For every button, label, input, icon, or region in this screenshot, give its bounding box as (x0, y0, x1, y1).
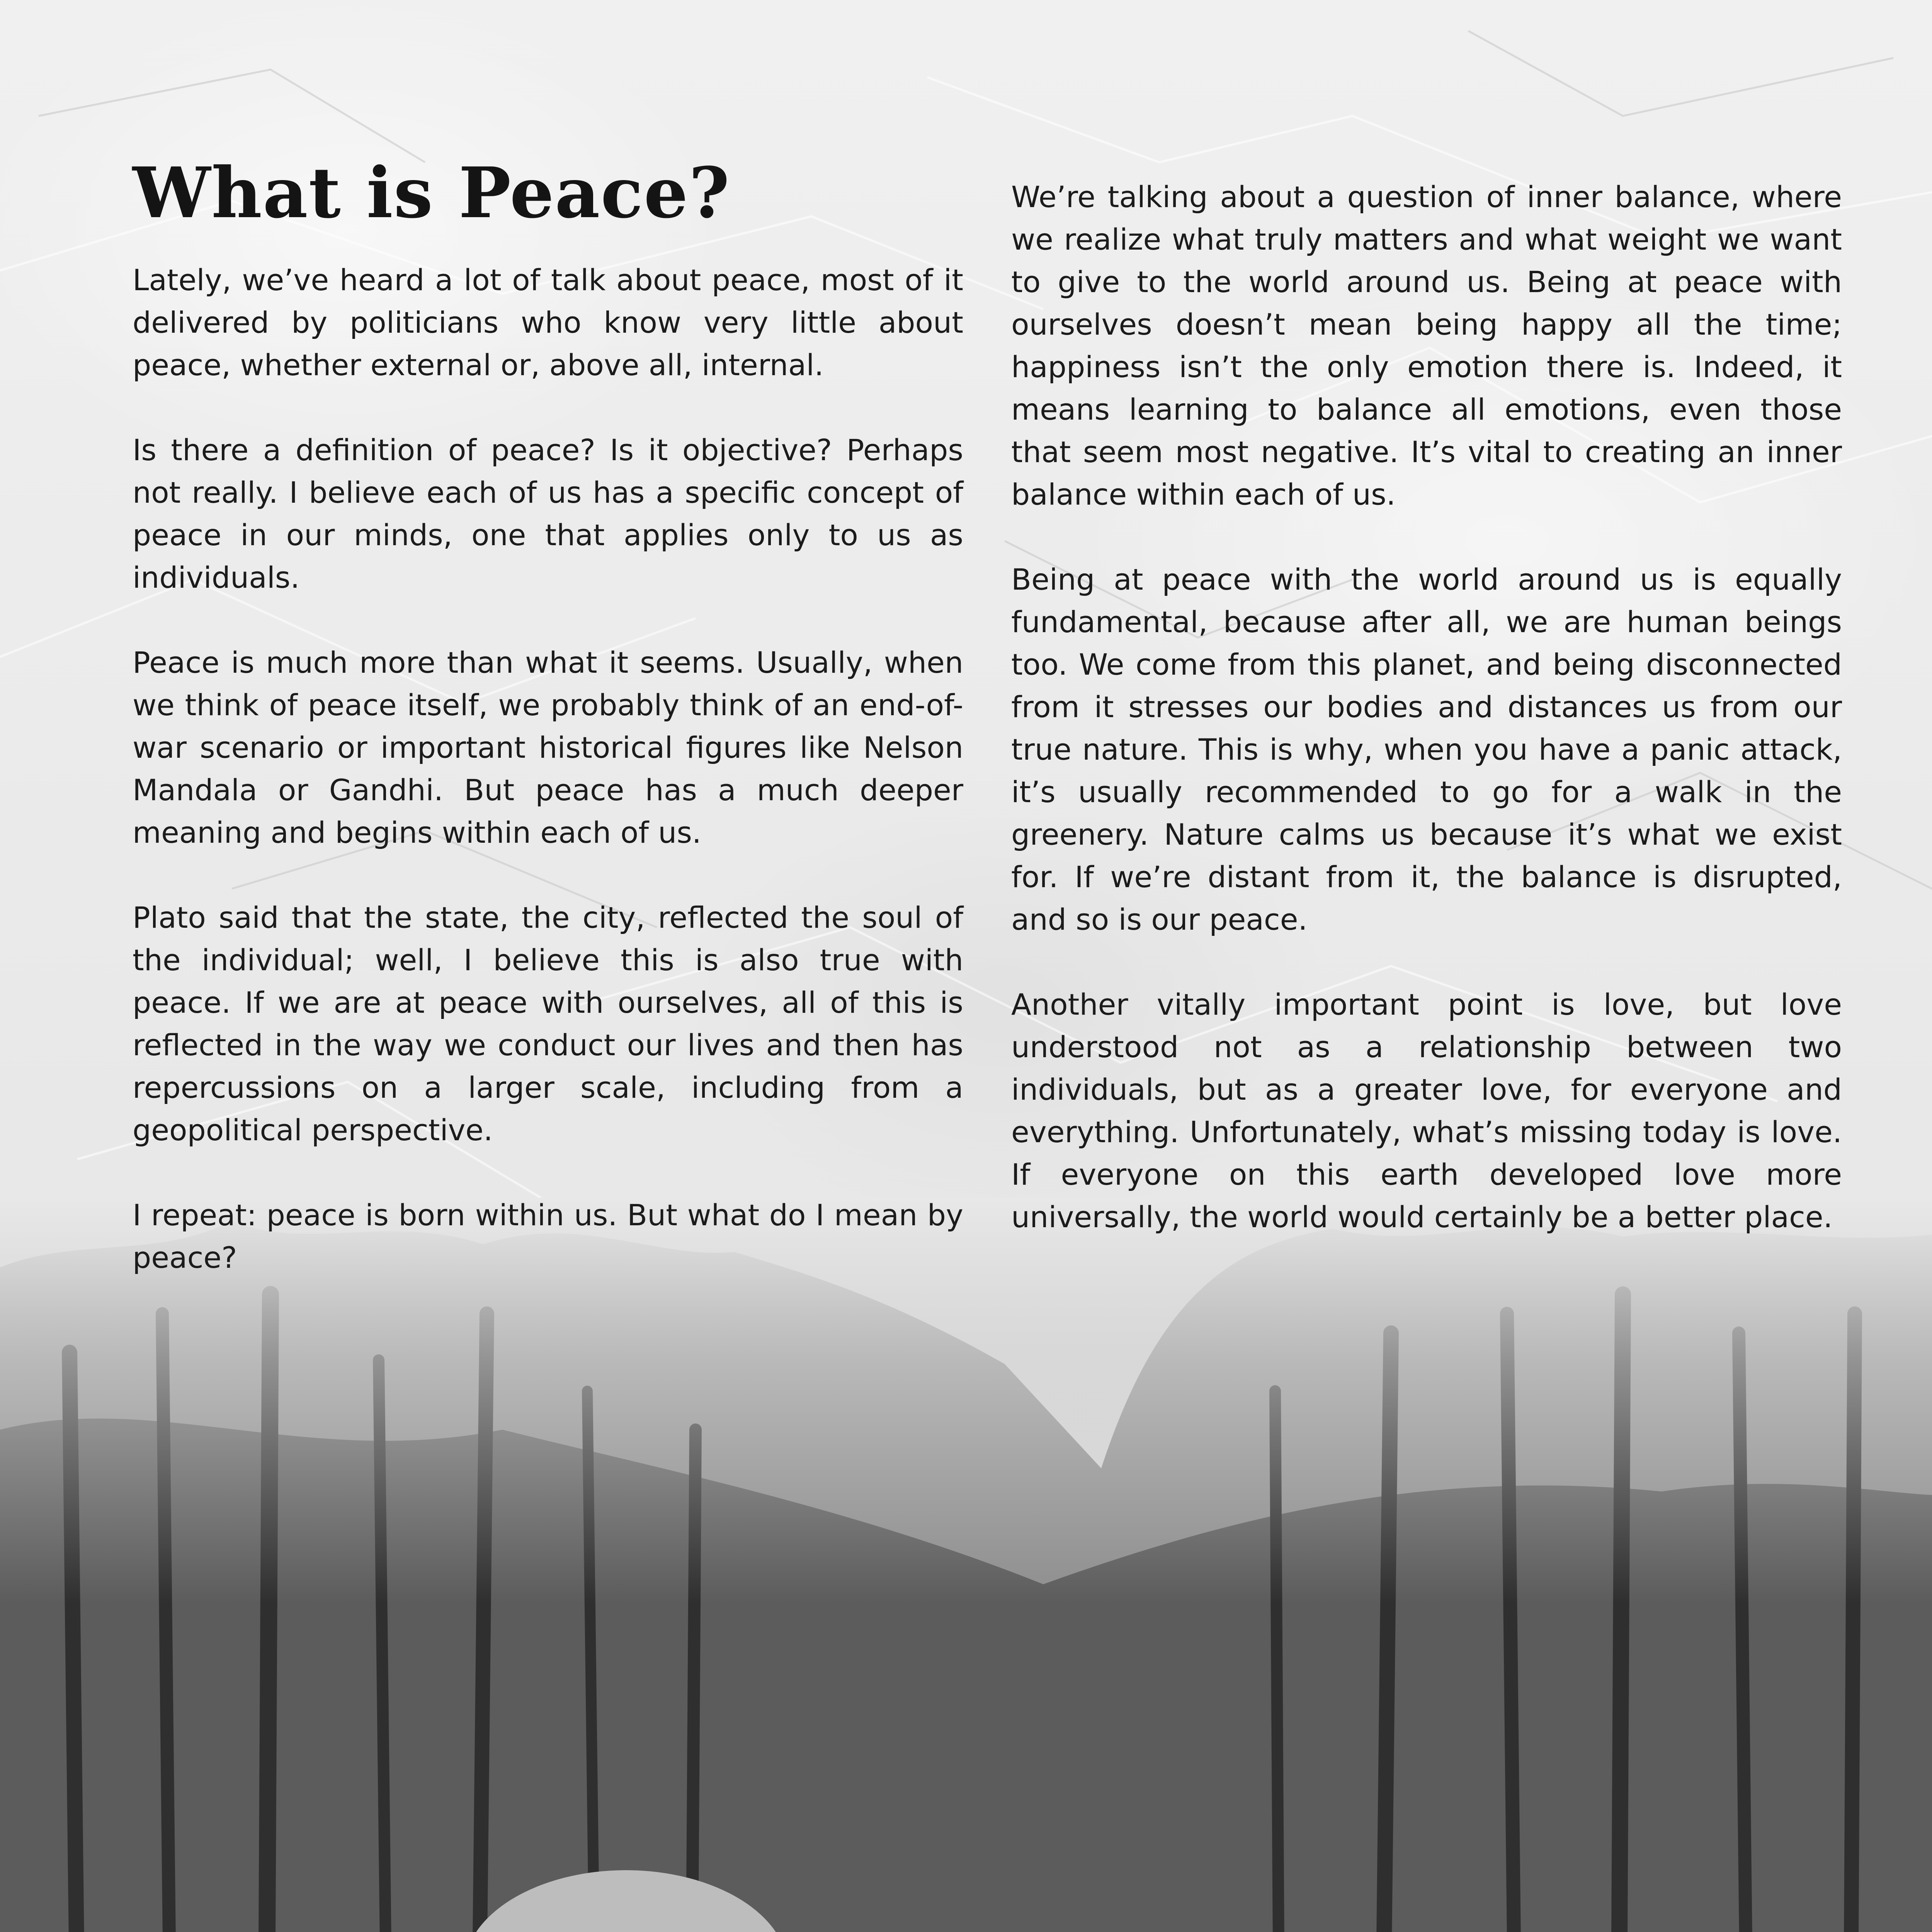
left-column (133, 152, 963, 1279)
paragraph: Being at peace with the world around us is equally fundamental, because after all, we are human beings too. We come from this planet, and being disconnected from it stresses our bodies and distances us from our true nature. This is why, when you have a panic attack, it’s usually recommended to go for a walk in the greenery. Nature calms us because it’s what we exist for. If we’re distant from it, the balance is disrupted, and so is our peace. (1011, 562, 1842, 937)
paragraph: I repeat: peace is born within us. But what do I mean by peace? (133, 1198, 963, 1275)
paragraph: Another vitally important point is love, but love understood not as a relationship between two individuals, but as a greater love, for everyone and everything. Unfortunately, what’s missing today is love. If everyone on this earth developed love more universally, the world would certainly be a better place. (1011, 987, 1842, 1234)
paragraph: Lately, we’ve heard a lot of talk about peace, most of it delivered by politicians who know very little about peace, whether external or, above all, internal. (133, 263, 963, 382)
paragraph: Plato said that the state, the city, reflected the soul of the individual; well, I believe this is also true with peace. If we are at peace with ourselves, all of this is reflected in the way we conduct our lives and then has repercussions on a larger scale, including from a geopolitical perspective. (133, 900, 963, 1147)
right-column (1011, 176, 1842, 1238)
paragraph: Peace is much more than what it seems. Usually, when we think of peace itself, we probably think of an end-of-war scenario or important historical figures like Nelson Mandala or Gandhi. But peace has a much deeper meaning and begins within each of us. (133, 645, 963, 850)
paragraph: Is there a definition of peace? Is it objective? Perhaps not really. I believe each of us has a specific concept of peace in our minds, one that applies only to us as individuals. (133, 433, 963, 595)
paragraph: We’re talking about a question of inner balance, where we realize what truly matters and what weight we want to give to the world around us. Being at peace with ourselves doesn’t mean being happy all the time; happiness isn’t the only emotion there is. Indeed, it means learning to balance all emotions, even those that seem most negative. It’s vital to creating an inner balance within each of us. (1011, 180, 1842, 512)
page-title: What is Peace? (133, 152, 731, 234)
